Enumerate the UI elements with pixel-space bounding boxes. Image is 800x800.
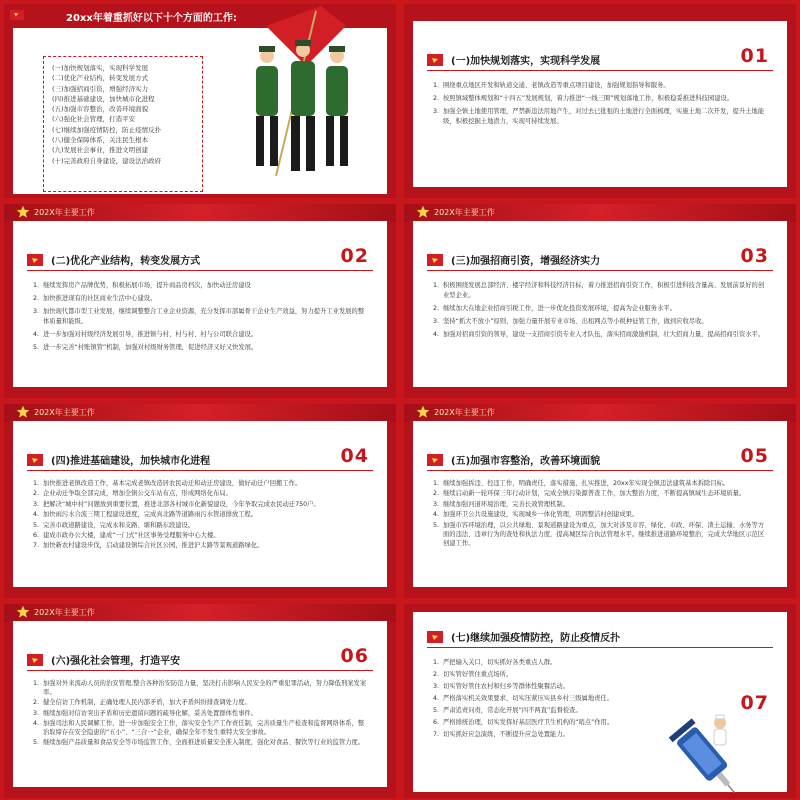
list-item: 3. 继续加强对信访突出矛盾和历史遗留问题的疏导化解，妥善处置群体性事件。 [33, 709, 258, 717]
party-emblem-icon [10, 8, 24, 22]
list-item: 4. 加强对招商引资的领导，建设一支招商引资专业人才队伍，落实招商激励机制，壮大招商力量，提高招商引资水平。 [433, 331, 765, 338]
star-icon [416, 205, 430, 219]
list-item: 5. 完善市政道路建设，完成永和支路、塘和路东段建设。 [33, 521, 195, 529]
slide-frame [413, 421, 787, 587]
slide-panel-06[interactable] [4, 604, 396, 798]
panel-title-row [427, 449, 773, 471]
overview-item: (二)优化产业结构，转变发展方式 [52, 74, 149, 83]
overview-item: (八)健全保障体系，关注民生根本 [52, 136, 149, 145]
star-icon [16, 605, 30, 619]
list-item: 5. 继续加强产品质量和食品安全等市场监管工作，全面推进质量安全准入制度，强化对食品、餐饮等行业的监管力度。 [33, 739, 365, 747]
party-emblem-icon [27, 254, 43, 266]
list-item: 7. 加快新农村建设步伐，启动建设镇综合社区公园，推进沪太路等景观道路绿化。 [33, 542, 264, 550]
list-item: 1. 积极围绕发展总部经济、楼宇经济和科技经济目标，着力推进招商引资工作，积极引进科技含量高、发展前景好的创业型企业。 [433, 282, 765, 299]
slide-panel-05[interactable] [404, 404, 796, 598]
slide-frame [13, 621, 387, 787]
list-item: 2. 按照镇域整体规划和“十四五”发展规划，着力推进“一线三圈”规划落地工作，积极稳妥推进科技园建设。 [433, 95, 734, 102]
panel-title-row [427, 626, 773, 648]
vaccine-syringe-illustration [658, 707, 748, 797]
overview-item: (一)加快规划落实，实现科学发展 [52, 64, 149, 72]
panel-items [33, 679, 367, 748]
slide-frame [413, 221, 787, 387]
panel-title-row [27, 449, 373, 471]
list-item: 2. 继续启动新一轮环保三年行动计划，完成全镇污染源普查工作，加大整治力度，不断提高镇域生态环境质量。 [433, 490, 746, 498]
slide-panel-07[interactable] [404, 604, 796, 798]
star-icon [416, 405, 430, 419]
list-item: 3. 切实管好管住农村和归乡等群体性聚餐活动。 [433, 683, 569, 690]
overview-item: (四)推进基础建设，加快城市化进程 [52, 94, 155, 103]
panel-items [433, 281, 767, 343]
panel-title: (三)加强招商引资，增强经济实力 [451, 256, 601, 267]
panel-number: 06 [340, 645, 369, 667]
panel-title-row [427, 49, 773, 71]
list-item: 5. 严肃追责问责，常态化开展“四不两直”监督检查。 [433, 707, 582, 714]
panel-items [433, 479, 767, 550]
panel-title: (二)优化产业结构，转变发展方式 [51, 256, 201, 267]
panel-number: 03 [740, 245, 769, 267]
panel-title: (一)加快规划落实，实现科学发展 [451, 56, 601, 67]
list-item: 1. 继续加强拆违、控违工作，明确责任，落实措施，扎实推进，20xx年实现全镇违法建筑基本拆除目标。 [433, 480, 730, 487]
panel-number: 05 [740, 445, 769, 467]
slide-panel-02[interactable] [4, 204, 396, 398]
party-emblem-icon [27, 454, 43, 466]
overview-item: (七)继续加强疫情防控，防止疫情反扑 [52, 125, 162, 134]
list-item: 2. 切实管好管住重点场所。 [433, 671, 513, 678]
list-item: 1. 围绕重点地区开发和轨道交通、老镇改造等重点项目建设，加强规划指导和服务。 [433, 82, 670, 89]
panel-items [433, 658, 647, 742]
overview-item: (六)强化社会管理，打造平安 [52, 115, 136, 124]
party-emblem-icon [427, 454, 443, 466]
slide-panel-01[interactable] [404, 4, 796, 198]
list-item: 4. 加快雨污水合流三期工程建设进度，完成真北路等道路雨污水管道排放工程。 [33, 511, 258, 519]
overview-item: (十)完善政府自身建设，建设法治政府 [52, 156, 162, 165]
slide-frame [413, 21, 787, 187]
list-item: 6. 建成市政办公大楼，建成“一门式”社区事务受理服务中心大楼。 [33, 532, 220, 540]
slide-frame [413, 612, 787, 792]
header-label: 202X年主要工作 [34, 408, 95, 417]
overview-title: 20xx年着重抓好以下十个方面的工作: [66, 13, 237, 24]
star-icon [16, 405, 30, 419]
panel-title: (四)推进基础建设，加快城市化进程 [51, 456, 211, 467]
slide-overview[interactable] [4, 4, 396, 198]
party-emblem-icon [427, 254, 443, 266]
panel-number: 01 [740, 45, 769, 67]
overview-item: (三)加强招商引资，增强经济实力 [52, 84, 149, 93]
panel-title-row [427, 249, 773, 271]
panel-number: 04 [340, 445, 369, 467]
overview-list [43, 56, 203, 192]
list-item: 5. 进一步完善“村账镇管”机制，加强对村级财务管理，促进经济又好又快发展。 [33, 344, 258, 351]
list-item: 1. 严把输入关口，切实抓好各类重点人群。 [433, 659, 557, 666]
list-item: 3. 加强全镇土地使用管理，严禁新违法用地产生，对过去已批租的土地进行全面梳理，实施土地二次开发，提升土地能级，积极挖掘土地潜力，实现可持续发展。 [433, 108, 765, 125]
star-icon [16, 205, 30, 219]
panel-items [33, 479, 367, 552]
slide-panel-04[interactable] [4, 404, 396, 598]
list-item: 3. 加快现代都市型工业发展，继续调整整合工业企业资源，充分发挥市部属骨干企业生产效益，努力提升工业发展的整体质量和能级。 [33, 308, 365, 325]
list-item: 2. 企业动迁争取全部完成，增加全镇公交车站布点，形成网络化布局。 [33, 490, 232, 498]
panel-title: (五)加强市容整治，改善环境面貌 [451, 456, 601, 467]
party-emblem-icon [427, 54, 443, 66]
panel-items [433, 81, 767, 130]
list-item: 3. 坚持“抓大不放小”原则，加强力量开展专业市场、出租网点等小税种征管工作，做到应收尽收。 [433, 318, 708, 325]
overview-item: (九)发展社会事业，推进文明创建 [52, 146, 149, 155]
header-label: 202X年主要工作 [34, 608, 95, 617]
slide-frame [13, 221, 387, 387]
list-item: 2. 继续加大在地企业招商引税工作，进一步优化投资发展环境，提高为企业服务水平。 [433, 305, 676, 312]
list-item: 2. 加快推进现有的社区商业生活中心建设。 [33, 295, 157, 302]
list-item: 4. 加强司法和人民调解工作，进一步加强安全工作，落实安全生产工作责任制，完善质量生产检查和监督网络体系，整治取缔存在安全隐患的“五小”、“三合一”企业，确保全年不发生重特大安全事故。 [33, 719, 365, 737]
slide-panel-03[interactable] [404, 204, 796, 398]
slide-frame [13, 421, 387, 587]
list-item: 5. 加强市容环境治理，以公共绿地、景观道路建设为重点，加大对涉及市容、绿化、市政、环保、渣土运输、水务等方面的违法、违章行为的查处和执法力度，提高城区综合执法管理水平。继续推进道路环境整治，完成大华地区示范区创建工作。 [433, 521, 765, 548]
panel-title-row [27, 649, 373, 671]
panel-number: 02 [340, 245, 369, 267]
list-item: 6. 严格排统治理，切实发挥好基层医疗卫生机构的“哨点”作用。 [433, 719, 614, 726]
list-item: 3. 把解决“城中村”问题放到重要位置，推进北部各村城市化新貌建设，今年争取完成农民动迁750户。 [33, 500, 320, 508]
list-item: 2. 健全信访工作机制，正确处理人民内部矛盾，加大矛盾纠纷排查调处力度。 [33, 699, 251, 707]
party-emblem-icon [27, 654, 43, 666]
list-item: 4. 严格落实机关效果要求，切实压紧压实县乡村三级属地责任。 [433, 695, 614, 702]
list-item: 3. 继续加强河道环境治理，完善长效管理机制。 [433, 500, 569, 508]
list-item: 4. 进一步加强对村级经济发展引导，推进镇与村、村与村、村与公司联合建设。 [33, 331, 258, 338]
overview-item: (五)加强市容整治，改善环境面貌 [52, 105, 149, 114]
header-label: 202X年主要工作 [434, 408, 495, 417]
panel-items [33, 281, 367, 356]
header-label: 202X年主要工作 [434, 208, 495, 217]
list-item: 7. 切实抓好应急演练，不断提升应急处置能力。 [433, 731, 569, 738]
panel-title: (六)强化社会管理，打造平安 [51, 656, 181, 667]
list-item: 1. 加快推进老镇改造工作，基本完成老镇改造居农民动迁和动迁房建设，做好动迁户回搬工作。 [33, 480, 302, 487]
panel-title: (七)继续加强疫情防控，防止疫情反扑 [451, 633, 621, 644]
party-emblem-icon [427, 631, 443, 643]
panel-number: 07 [740, 692, 769, 714]
list-item: 4. 加强环卫公共设施建设，实现城乡一体化管理，巩固整洁村创建成果。 [433, 511, 639, 519]
header-label: 202X年主要工作 [34, 208, 95, 217]
honor-guard-illustration [226, 6, 376, 186]
panel-title-row [27, 249, 373, 271]
list-item: 1. 加强对外来流动人员的治安管理,整合各种治安防范力量，坚决打击影响人民安全的严重犯罪活动，努力降低刑案发案率。 [33, 680, 367, 697]
list-item: 1. 继续发挥房产品牌优势，积极拓展市场，提升商品房档次，加快动迁房建设 [33, 282, 251, 289]
